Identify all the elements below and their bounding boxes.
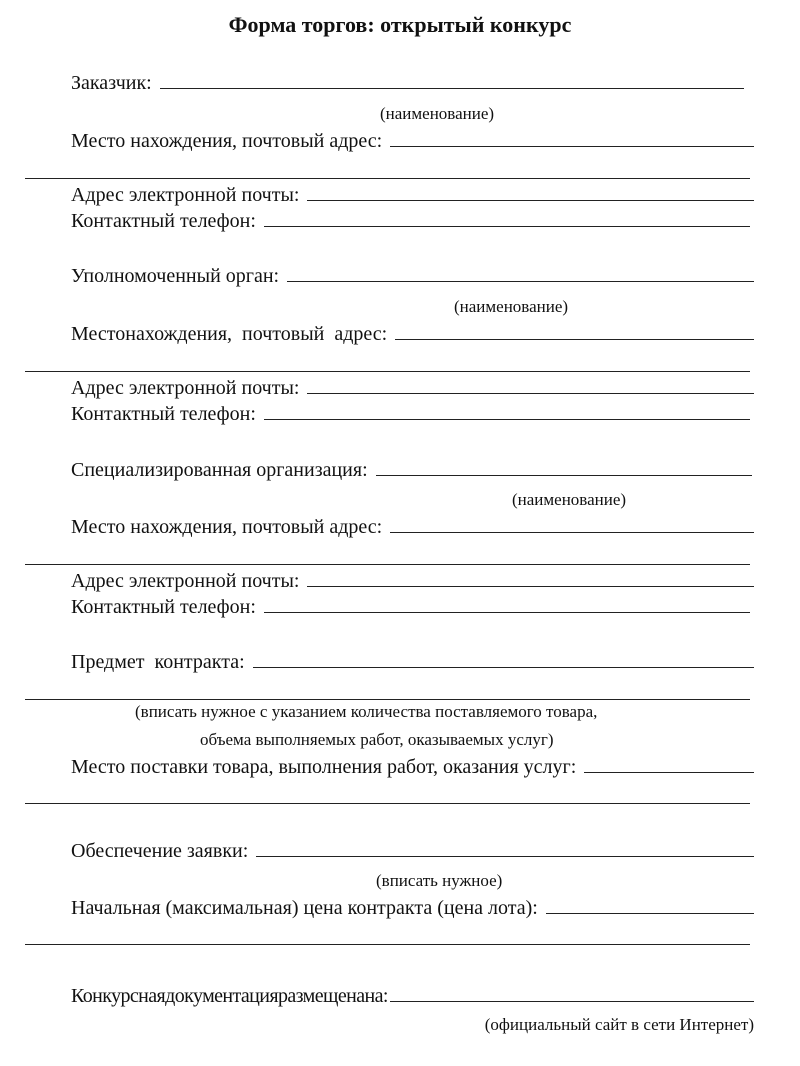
delivery-place-row <box>71 756 754 779</box>
authorized-body-email-field[interactable] <box>307 392 754 394</box>
authorized-body-address-row <box>71 323 754 346</box>
specialized-org-phone-field[interactable] <box>264 611 750 613</box>
specialized-org-email-row <box>71 570 754 593</box>
customer-email-label: Адрес электронной почты: <box>71 184 300 206</box>
specialized-org-row <box>71 459 752 482</box>
initial-price-row <box>71 897 754 920</box>
authorized-body-email-label: Адрес электронной почты: <box>71 377 300 399</box>
authorized-body-hint: (наименование) <box>454 297 569 316</box>
docs-field[interactable] <box>390 1000 754 1002</box>
application-security-hint: (вписать нужное) <box>376 871 503 890</box>
authorized-body-address-label: Местонахождения, почтовый адрес: <box>71 323 388 345</box>
docs-row <box>71 985 754 1008</box>
customer-address-line-2[interactable] <box>25 178 750 179</box>
customer-field[interactable] <box>160 87 744 89</box>
authorized-body-address-field[interactable] <box>395 338 754 340</box>
contract-subject-row <box>71 651 754 674</box>
delivery-place-line-2[interactable] <box>25 803 750 804</box>
contract-subject-label: Предмет контракта: <box>71 651 245 673</box>
initial-price-field[interactable] <box>546 912 754 914</box>
authorized-body-phone-field[interactable] <box>264 418 750 420</box>
specialized-org-email-field[interactable] <box>307 585 754 587</box>
customer-phone-label: Контактный телефон: <box>71 210 256 232</box>
specialized-org-phone-row <box>71 596 750 619</box>
contract-subject-field[interactable] <box>253 666 754 668</box>
customer-email-row <box>71 184 754 207</box>
contract-subject-line-2[interactable] <box>25 699 750 700</box>
specialized-org-field[interactable] <box>376 474 752 476</box>
specialized-org-address-field[interactable] <box>390 531 754 533</box>
delivery-place-field[interactable] <box>584 771 754 773</box>
docs-label: Конкурснаядокументацияразмещенана: <box>71 985 388 1007</box>
application-security-row <box>71 840 754 863</box>
authorized-body-label: Уполномоченный орган: <box>71 265 280 287</box>
specialized-org-email-label: Адрес электронной почты: <box>71 570 300 592</box>
authorized-body-address-line-2[interactable] <box>25 371 750 372</box>
contract-subject-hint-2: объема выполняемых работ, оказываемых услуг) <box>200 730 554 749</box>
docs-hint: (официальный сайт в сети Интернет) <box>484 1015 754 1034</box>
customer-phone-field[interactable] <box>264 225 750 227</box>
customer-label: Заказчик: <box>71 72 152 94</box>
form-title: Форма торгов: открытый конкурс <box>228 12 572 37</box>
initial-price-line-2[interactable] <box>25 944 750 945</box>
delivery-place-label: Место поставки товара, выполнения работ, оказания услуг: <box>71 756 577 778</box>
customer-address-label: Место нахождения, почтовый адрес: <box>71 130 383 152</box>
authorized-body-phone-label: Контактный телефон: <box>71 403 256 425</box>
application-security-field[interactable] <box>256 855 754 857</box>
specialized-org-address-row <box>71 516 754 539</box>
specialized-org-label: Специализированная организация: <box>71 459 368 481</box>
customer-address-field[interactable] <box>390 145 754 147</box>
authorized-body-row <box>71 265 754 288</box>
specialized-org-phone-label: Контактный телефон: <box>71 596 256 618</box>
customer-address-row <box>71 130 754 153</box>
customer-hint: (наименование) <box>380 104 495 123</box>
specialized-org-hint: (наименование) <box>512 490 627 509</box>
application-security-label: Обеспечение заявки: <box>71 840 249 862</box>
authorized-body-email-row <box>71 377 754 400</box>
specialized-org-address-label: Место нахождения, почтовый адрес: <box>71 516 383 538</box>
initial-price-label: Начальная (максимальная) цена контракта (цена лота): <box>71 897 538 919</box>
specialized-org-address-line-2[interactable] <box>25 564 750 565</box>
contract-subject-hint-1: (вписать нужное с указанием количества поставляемого товара, <box>135 702 598 721</box>
authorized-body-phone-row <box>71 403 750 426</box>
customer-email-field[interactable] <box>307 199 754 201</box>
authorized-body-field[interactable] <box>287 280 754 282</box>
customer-phone-row <box>71 210 750 233</box>
customer-row <box>71 72 744 95</box>
